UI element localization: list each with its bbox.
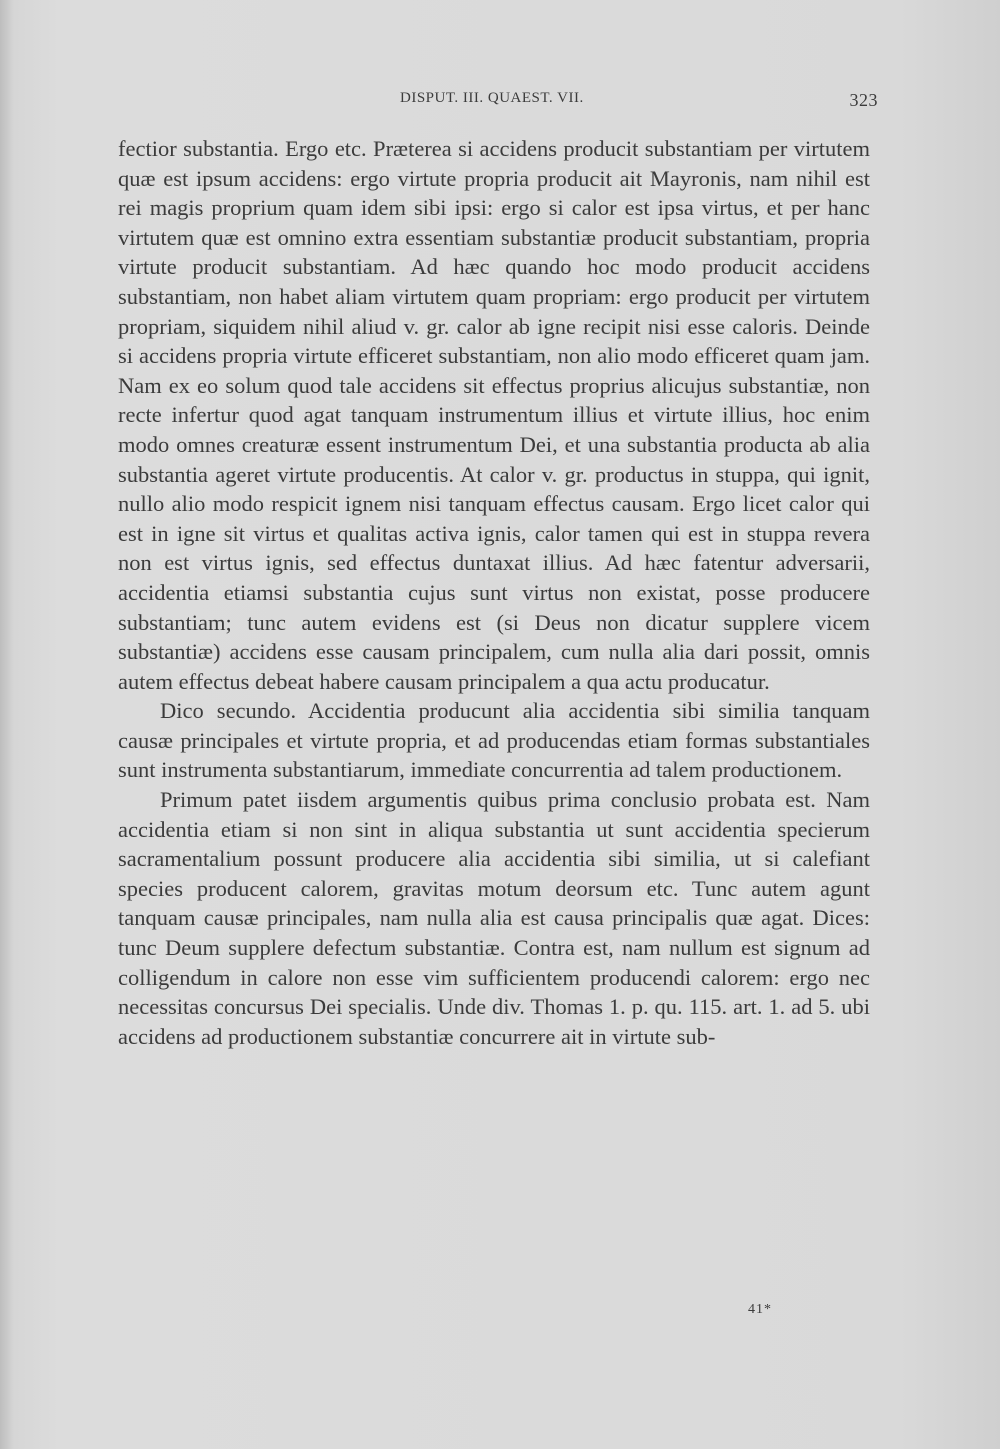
- signature-mark: 41*: [748, 1302, 772, 1317]
- body-text: [118, 134, 870, 1051]
- page-number: 323: [849, 90, 878, 110]
- page-header: [118, 86, 878, 114]
- paragraph-1: fectior substantia. Ergo etc. Præterea si accidens producit substantiam per virtutem quæ est ipsum accidens: ergo virtute propria producit ait Mayronis, nam nihil est rei magis proprium quam idem sibi ipsi: ergo si calor est ipsa virtus, et per hanc virtutem quæ est omnino extra essentiam substantiæ producit substantiam, propria virtute producit substantiam. Ad hæc quando hoc modo producit accidens substantiam, non habet aliam virtutem quam propriam: ergo producit per virtutem propriam, siquidem nihil aliud v. gr. calor ab igne recipit nisi esse caloris. Deinde si accidens propria virtute efficeret substantiam, non alio modo efficeret quam jam. Nam ex eo solum quod tale accidens sit effectus proprius alicujus substantiæ, non recte infertur quod agat tanquam instrumentum illius et virtute illius, hoc enim modo omnes creaturæ essent instrumentum Dei, et una substantia producta ab alia substantia ageret virtute producentis. At calor v. gr. productus in stuppa, qui ignit, nullo alio modo respicit ignem nisi tanquam effectus causam. Ergo licet calor qui est in igne sit virtus et qualitas activa ignis, calor tamen qui est in stuppa revera non est virtus ignis, sed effectus duntaxat illius. Ad hæc fatentur adversarii, accidentia etiamsi substantia cujus sunt virtus non existat, posse producere substantiam; tunc autem evidens est (si Deus non dicatur supplere vicem substantiæ) accidens esse causam principalem, cum nulla alia dari possit, omnis autem effectus debeat habere causam principalem a qua actu producatur.: [118, 136, 870, 694]
- running-head: DISPUT. III. QUAEST. VII.: [400, 90, 584, 106]
- paragraph-3: Primum patet iisdem argumentis quibus prima conclusio probata est. Nam accidentia etiam si non sint in aliqua substantia ut sunt accidentia specierum sacramentalium possunt producere alia accidentia sibi similia, ut si calefiant species producent calorem, gravitas motum deorsum etc. Tunc autem agunt tanquam causæ principales, nam nulla alia est causa principalis quæ agat. Dices: tunc Deum supplere defectum substantiæ. Contra est, nam nullum est signum ad colligendum in calore non esse vim sufficientem producendi calorem: ergo nec necessitas concursus Dei specialis. Unde div. Thomas 1. p. qu. 115. art. 1. ad 5. ubi accidens ad productionem substantiæ concurrere ait in virtute sub-: [118, 787, 870, 1049]
- paragraph-2: Dico secundo. Accidentia producunt alia accidentia sibi similia tanquam causæ principales et virtute propria, et ad producendas etiam formas substantiales sunt instrumenta substantiarum, immediate concurrentia ad talem productionem.: [118, 698, 870, 783]
